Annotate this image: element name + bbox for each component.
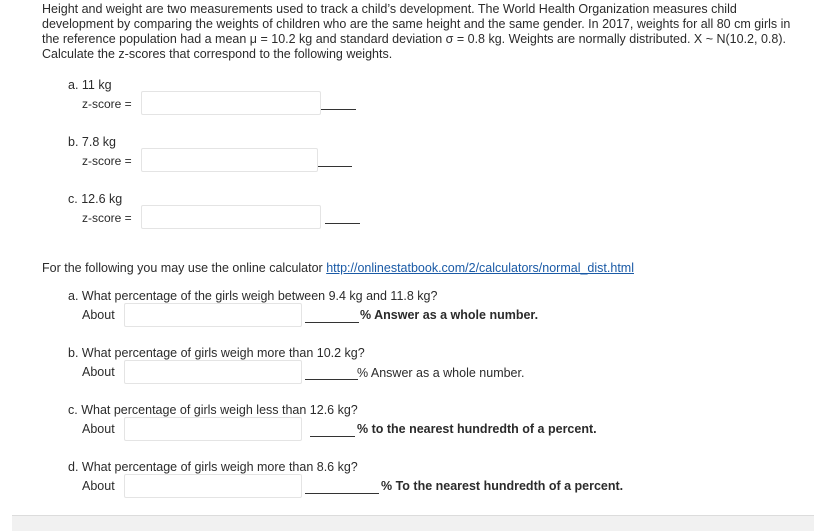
part-b-label: b. 7.8 kg (68, 135, 116, 149)
pct-c-input[interactable] (124, 417, 302, 441)
pct-d-about: About (82, 479, 115, 493)
part-a-label: a. 11 kg (68, 78, 112, 92)
footer-bar (12, 515, 814, 531)
pct-a-feedback-line (305, 322, 359, 323)
zscore-a-label: z-score = (82, 97, 132, 111)
pct-a-input[interactable] (124, 303, 302, 327)
pct-d-input[interactable] (124, 474, 302, 498)
part-c-label: c. 12.6 kg (68, 192, 123, 206)
pct-d-feedback-line (305, 493, 379, 494)
pct-c-about: About (82, 422, 115, 436)
zscore-c-input[interactable] (141, 205, 321, 229)
pct-c-question: c. What percentage of girls weigh less than 12.6 kg? (68, 403, 358, 417)
problem-intro: Height and weight are two measurements used to track a child’s development. The World Health Organization measures child development by comparing the weights of children who are the same height and the same gender. In 2017, weights for all 80 cm girls in the reference population had a mean μ = 10.2 kg and standard deviation σ = 0.8 kg. Weights are normally distributed. X ~ N(10.2, 0.8). Calculate the z-scores that correspond to the following weights. (42, 2, 791, 61)
zscore-b-feedback-line (318, 166, 352, 167)
pct-d-question: d. What percentage of girls weigh more than 8.6 kg? (68, 460, 358, 474)
zscore-a-input[interactable] (141, 91, 321, 115)
zscore-c-label: z-score = (82, 211, 132, 225)
calculator-link[interactable]: http://onlinestatbook.com/2/calculators/normal_dist.html (326, 261, 634, 275)
zscore-c-feedback-line (325, 223, 360, 224)
pct-b-about: About (82, 365, 115, 379)
pct-b-feedback-line (305, 379, 358, 380)
zscore-b-input[interactable] (141, 148, 318, 172)
pct-b-suffix: % Answer as a whole number. (357, 366, 525, 380)
zscore-b-label: z-score = (82, 154, 132, 168)
pct-a-about: About (82, 308, 115, 322)
pct-c-feedback-line (310, 436, 355, 437)
pct-a-question: a. What percentage of the girls weigh between 9.4 kg and 11.8 kg? (68, 289, 438, 303)
pct-d-suffix: % To the nearest hundredth of a percent. (381, 479, 624, 493)
pct-b-input[interactable] (124, 360, 302, 384)
pct-a-suffix: % Answer as a whole number. (360, 308, 539, 322)
calculator-note (42, 261, 634, 276)
calculator-text: For the following you may use the online calculator (42, 261, 327, 275)
pct-c-suffix: % to the nearest hundredth of a percent. (357, 422, 597, 436)
zscore-a-feedback-line (321, 109, 356, 110)
pct-b-question: b. What percentage of girls weigh more than 10.2 kg? (68, 346, 365, 360)
